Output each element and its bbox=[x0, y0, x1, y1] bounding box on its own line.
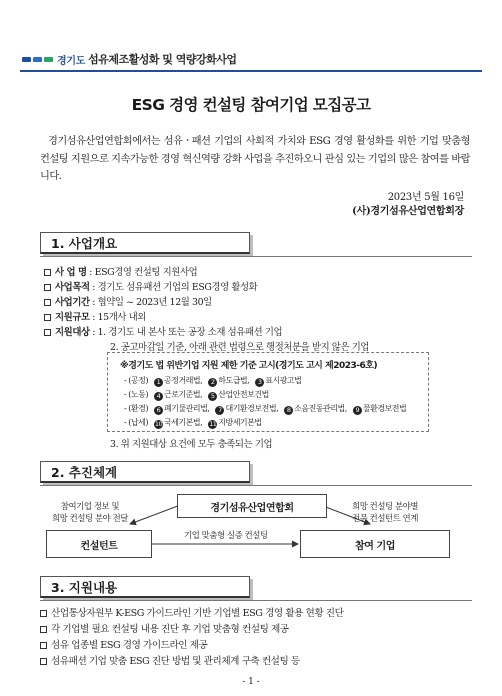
number-badge-icon: 9 bbox=[353, 406, 362, 415]
number-badge-icon: 6 bbox=[154, 406, 163, 415]
number-badge-icon: 4 bbox=[154, 392, 163, 401]
left-flow-label bbox=[52, 500, 128, 524]
law-name: 대기환경보전법, bbox=[225, 404, 279, 413]
row-label: 지원대상 bbox=[55, 327, 90, 338]
left-flow-label-line: 희망 컨설팅 분야 전달 bbox=[52, 513, 128, 523]
notice-title: ※경기도 법 위반기업 지원 제한 기준 고시(경기도 고시 제2023-6호) bbox=[120, 361, 378, 371]
page-number: - 1 - bbox=[242, 677, 260, 687]
number-badge-icon: 10 bbox=[154, 420, 163, 428]
notice-category: - (환경) bbox=[124, 404, 148, 413]
support-item bbox=[40, 653, 300, 667]
header-title: 섬유제조활성화 및 역량강화사업 bbox=[88, 53, 237, 66]
law-name: 소음진동관리법, bbox=[294, 404, 347, 413]
number-badge-icon: 5 bbox=[208, 392, 217, 401]
section-3-heading: 3. 지원내용 bbox=[40, 576, 250, 598]
row-label: 사 업 명 bbox=[55, 267, 87, 278]
row-value: : 경기도 섬유패션 기업의 ESG경영 활성화 bbox=[92, 282, 258, 293]
section-3-rule bbox=[40, 600, 472, 601]
section-2-heading: 2. 추진체계 bbox=[40, 461, 250, 483]
law-name: 공정거래법, bbox=[164, 376, 203, 385]
number-badge-icon: 3 bbox=[255, 378, 264, 387]
row-label: 사업목적 bbox=[55, 282, 90, 293]
support-item-text: 섬유패션 기업 맞춤 ESG 진단 방법 및 관리체계 구축 컨설팅 등 bbox=[51, 656, 300, 667]
row-label: 지원규모 bbox=[55, 312, 90, 323]
row-value: : 협약일 ~ 2023년 12월 30일 bbox=[92, 297, 212, 308]
law-name: 폐기물관리법, bbox=[164, 404, 210, 413]
consultant-box: 컨설턴트 bbox=[46, 530, 152, 558]
number-badge-icon: 1 bbox=[154, 378, 163, 387]
support-item-text: 각 기업별 필요 컨설팅 내용 진단 후 기업 맞춤형 컨설팅 제공 bbox=[51, 624, 289, 635]
number-badge-icon: 8 bbox=[284, 406, 293, 415]
checkbox-icon bbox=[40, 626, 47, 633]
row-label: 사업기간 bbox=[55, 297, 90, 308]
law-name: 지방세기본법 bbox=[218, 418, 262, 427]
row-value: : 1. 경기도 내 본사 또는 공장 소재 섬유패션 기업 bbox=[92, 327, 283, 338]
support-item-text: 섬유 업종별 ESG 경영 가이드라인 제공 bbox=[51, 640, 208, 651]
law-name: 산업안전보건법 bbox=[218, 390, 269, 399]
intro-paragraph: 경기섬유산업연합회에서는 섬유ㆍ패션 기업의 사회적 가치와 ESG 경영 활성화를 위한 기업 맞춤형 컨설팅 지원으로 지속가능한 경영 혁신역량 강화 사업을 추진하오니 관심 있는 기업의 많은 참여를 바랍니다. bbox=[40, 136, 470, 182]
federation-box: 경기섬유산업연합회 bbox=[177, 494, 327, 518]
eligibility-item-3: 3. 위 지원대상 요건에 모두 충족되는 기업 bbox=[110, 439, 273, 450]
checkbox-icon bbox=[40, 642, 47, 649]
number-badge-icon: 7 bbox=[215, 406, 224, 415]
checkbox-icon bbox=[40, 658, 47, 665]
number-badge-icon: 11 bbox=[209, 420, 217, 428]
right-flow-label-line: 희망 컨설팅 분야별 bbox=[352, 501, 419, 511]
law-name: 표시광고법 bbox=[265, 376, 302, 385]
right-flow-label bbox=[352, 500, 418, 524]
row-value: : 15개사 내외 bbox=[92, 312, 146, 323]
support-item bbox=[40, 637, 207, 651]
law-name: 국세기본법, bbox=[164, 418, 203, 427]
notice-category: - (납세) bbox=[124, 418, 148, 427]
arrow-to-consultant bbox=[130, 504, 183, 524]
announcement-date: 2023년 5월 16일 bbox=[387, 192, 464, 203]
support-item bbox=[40, 605, 343, 619]
company-box: 참여 기업 bbox=[300, 530, 450, 558]
support-item-text: 산업통상자원부 K-ESG 가이드라인 기반 기업별 ESG 경영 활용 현황 진단 bbox=[51, 608, 344, 619]
right-flow-label-line: 전문 컨설턴트 연계 bbox=[352, 513, 419, 523]
page-title: ESG 경영 컨설팅 참여기업 모집공고 bbox=[131, 96, 371, 114]
support-item bbox=[40, 621, 289, 635]
notice-category: - (공정) bbox=[124, 376, 148, 385]
left-flow-label-line: 참여기업 정보 및 bbox=[60, 501, 120, 511]
header-org: 경기도 bbox=[57, 55, 86, 67]
law-name: 하도급법, bbox=[218, 376, 250, 385]
bottom-flow-label: 기업 맞춤형 실증 컨설팅 bbox=[184, 530, 268, 540]
notice-category: - (노동) bbox=[124, 390, 148, 399]
eligibility-item-2: 2. 공고마감일 기준, 아래 관련 법령으로 행정처분을 받지 않은 기업 bbox=[110, 342, 370, 353]
signature: (사)경기섬유산업연합회장 bbox=[352, 206, 464, 217]
row-value: : ESG경영 컨설팅 지원사업 bbox=[89, 267, 198, 278]
checkbox-icon bbox=[40, 610, 47, 617]
number-badge-icon: 2 bbox=[208, 378, 217, 387]
section-1-heading: 1. 사업개요 bbox=[40, 232, 250, 254]
law-name: 근로기준법, bbox=[164, 390, 203, 399]
law-name: 물환경보전법 bbox=[362, 404, 407, 413]
